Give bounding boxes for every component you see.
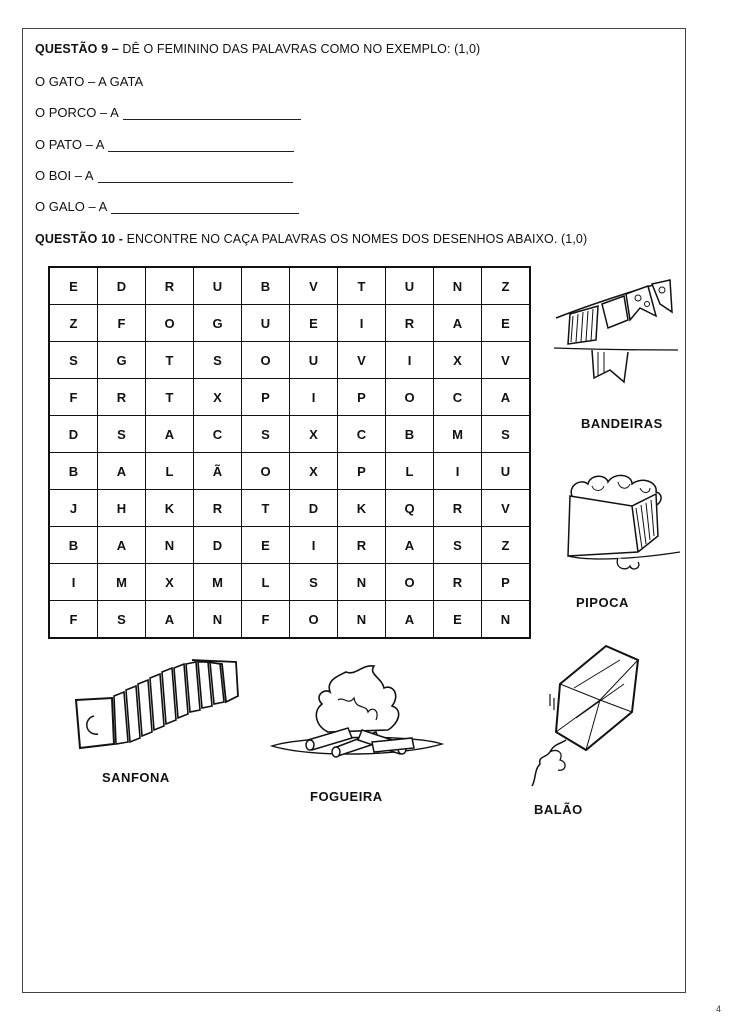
grid-row (49, 267, 530, 305)
balao-icon (520, 640, 650, 790)
grid-cell[interactable]: M (98, 564, 146, 601)
grid-cell[interactable]: I (338, 305, 386, 342)
grid-cell[interactable]: N (146, 527, 194, 564)
grid-cell[interactable]: A (386, 601, 434, 639)
grid-cell[interactable]: N (194, 601, 242, 639)
answer-blank-1[interactable] (123, 107, 301, 120)
grid-cell[interactable]: D (49, 416, 98, 453)
caption-fogueira: FOGUEIRA (310, 789, 383, 804)
grid-cell[interactable]: S (482, 416, 531, 453)
answer-line-1 (35, 105, 301, 120)
grid-cell[interactable]: D (98, 267, 146, 305)
grid-cell[interactable]: S (242, 416, 290, 453)
grid-cell[interactable]: S (49, 342, 98, 379)
answer-blank-4[interactable] (111, 201, 299, 214)
grid-cell[interactable]: R (434, 564, 482, 601)
answer-line-3 (35, 168, 293, 183)
grid-cell[interactable]: N (338, 601, 386, 639)
grid-cell[interactable]: H (98, 490, 146, 527)
answer-blank-2[interactable] (108, 139, 294, 152)
grid-cell[interactable]: E (290, 305, 338, 342)
grid-cell[interactable]: M (194, 564, 242, 601)
grid-cell[interactable]: L (146, 453, 194, 490)
grid-cell[interactable]: B (49, 453, 98, 490)
grid-cell[interactable]: I (290, 379, 338, 416)
grid-cell[interactable]: S (290, 564, 338, 601)
grid-cell[interactable]: U (482, 453, 531, 490)
grid-cell[interactable]: A (386, 527, 434, 564)
answer-line-2 (35, 137, 294, 152)
word-search-grid (48, 266, 531, 639)
question-10-title (35, 232, 587, 246)
grid-cell[interactable]: O (242, 453, 290, 490)
grid-cell[interactable]: U (386, 267, 434, 305)
answer-blank-3[interactable] (98, 170, 293, 183)
grid-cell[interactable]: G (194, 305, 242, 342)
grid-row (49, 564, 530, 601)
grid-cell[interactable]: U (194, 267, 242, 305)
page-number: 4 (716, 1004, 722, 1014)
grid-cell[interactable]: F (49, 601, 98, 639)
question-10-text: ENCONTRE NO CAÇA PALAVRAS OS NOMES DOS DESENHOS ABAIXO. (1,0) (126, 232, 588, 246)
grid-cell[interactable]: A (98, 453, 146, 490)
grid-cell[interactable]: I (434, 453, 482, 490)
caption-balao: BALÃO (534, 802, 583, 817)
grid-cell[interactable]: X (146, 564, 194, 601)
grid-row (49, 379, 530, 416)
grid-cell[interactable]: P (338, 379, 386, 416)
sanfona-icon (72, 656, 242, 756)
grid-cell[interactable]: A (98, 527, 146, 564)
grid-cell[interactable]: A (482, 379, 531, 416)
grid-row (49, 601, 530, 639)
grid-cell[interactable]: P (242, 379, 290, 416)
grid-cell[interactable]: R (194, 490, 242, 527)
grid-cell[interactable]: I (49, 564, 98, 601)
grid-cell[interactable]: U (242, 305, 290, 342)
question-9-number: QUESTÃO 9 – (35, 42, 119, 56)
grid-cell[interactable]: V (482, 490, 531, 527)
grid-cell[interactable]: S (98, 416, 146, 453)
grid-cell[interactable]: V (338, 342, 386, 379)
grid-cell[interactable]: B (242, 267, 290, 305)
grid-cell[interactable]: L (242, 564, 290, 601)
grid-cell[interactable]: Z (49, 305, 98, 342)
grid-cell[interactable]: S (98, 601, 146, 639)
grid-cell[interactable]: X (290, 453, 338, 490)
caption-pipoca: PIPOCA (576, 595, 629, 610)
grid-cell[interactable]: I (290, 527, 338, 564)
grid-cell[interactable]: B (49, 527, 98, 564)
grid-cell[interactable]: T (146, 379, 194, 416)
grid-cell[interactable]: E (242, 527, 290, 564)
answer-prompt-3: O BOI – A (35, 168, 94, 183)
grid-cell[interactable]: S (434, 527, 482, 564)
grid-cell[interactable]: M (434, 416, 482, 453)
grid-cell[interactable]: X (194, 379, 242, 416)
fogueira-icon (272, 660, 442, 770)
question-9-text: DÊ O FEMININO DAS PALAVRAS COMO NO EXEMPLO: (1,0) (122, 42, 481, 56)
grid-cell[interactable]: E (434, 601, 482, 639)
grid-cell[interactable]: R (386, 305, 434, 342)
grid-row (49, 453, 530, 490)
answer-prompt-1: O PORCO – A (35, 105, 119, 120)
grid-cell[interactable]: X (434, 342, 482, 379)
grid-row (49, 527, 530, 564)
grid-cell[interactable]: I (386, 342, 434, 379)
grid-cell[interactable]: C (194, 416, 242, 453)
grid-cell[interactable]: N (482, 601, 531, 639)
grid-cell[interactable]: T (242, 490, 290, 527)
grid-cell[interactable]: N (338, 564, 386, 601)
grid-cell[interactable]: N (434, 267, 482, 305)
grid-cell[interactable]: P (338, 453, 386, 490)
grid-row (49, 305, 530, 342)
grid-cell[interactable]: X (290, 416, 338, 453)
grid-cell[interactable]: G (98, 342, 146, 379)
pipoca-icon (562, 472, 682, 577)
grid-cell[interactable]: V (482, 342, 531, 379)
grid-cell[interactable]: T (146, 342, 194, 379)
grid-cell[interactable]: J (49, 490, 98, 527)
grid-cell[interactable]: R (146, 267, 194, 305)
grid-cell[interactable]: A (434, 305, 482, 342)
grid-cell[interactable]: R (338, 527, 386, 564)
example-line (35, 74, 143, 89)
grid-cell[interactable]: D (290, 490, 338, 527)
grid-cell[interactable]: C (338, 416, 386, 453)
grid-cell[interactable]: K (338, 490, 386, 527)
grid-cell[interactable]: R (434, 490, 482, 527)
grid-row (49, 490, 530, 527)
grid-cell[interactable]: A (146, 416, 194, 453)
grid-row (49, 416, 530, 453)
bandeiras-icon (552, 278, 682, 393)
grid-cell[interactable]: D (194, 527, 242, 564)
grid-cell[interactable]: V (290, 267, 338, 305)
grid-row (49, 342, 530, 379)
grid-cell[interactable]: O (290, 601, 338, 639)
grid-cell[interactable]: F (242, 601, 290, 639)
grid-cell[interactable]: F (98, 305, 146, 342)
answer-prompt-4: O GALO – A (35, 199, 108, 214)
grid-cell[interactable]: B (386, 416, 434, 453)
grid-cell[interactable]: E (482, 305, 531, 342)
grid-cell[interactable]: T (338, 267, 386, 305)
example-text: O GATO – A GATA (35, 74, 144, 89)
answer-prompt-2: O PATO – A (35, 137, 105, 152)
grid-cell[interactable]: O (386, 564, 434, 601)
grid-cell[interactable]: A (146, 601, 194, 639)
grid-cell[interactable]: Z (482, 267, 531, 305)
grid-cell[interactable]: R (98, 379, 146, 416)
grid-cell[interactable]: Ã (194, 453, 242, 490)
grid-cell[interactable]: S (194, 342, 242, 379)
grid-cell[interactable]: O (146, 305, 194, 342)
grid-cell[interactable]: U (290, 342, 338, 379)
caption-bandeiras: BANDEIRAS (581, 416, 663, 431)
grid-cell[interactable]: O (242, 342, 290, 379)
question-9-title (35, 42, 480, 56)
grid-cell[interactable]: O (386, 379, 434, 416)
grid-cell[interactable]: C (434, 379, 482, 416)
answer-line-4 (35, 199, 299, 214)
grid-cell[interactable]: L (386, 453, 434, 490)
question-10-number: QUESTÃO 10 - (35, 232, 124, 246)
caption-sanfona: SANFONA (102, 770, 170, 785)
grid-cell[interactable]: K (146, 490, 194, 527)
grid-cell[interactable]: P (482, 564, 531, 601)
grid-cell[interactable]: Z (482, 527, 531, 564)
grid-cell[interactable]: Q (386, 490, 434, 527)
grid-cell[interactable]: F (49, 379, 98, 416)
grid-cell[interactable]: E (49, 267, 98, 305)
